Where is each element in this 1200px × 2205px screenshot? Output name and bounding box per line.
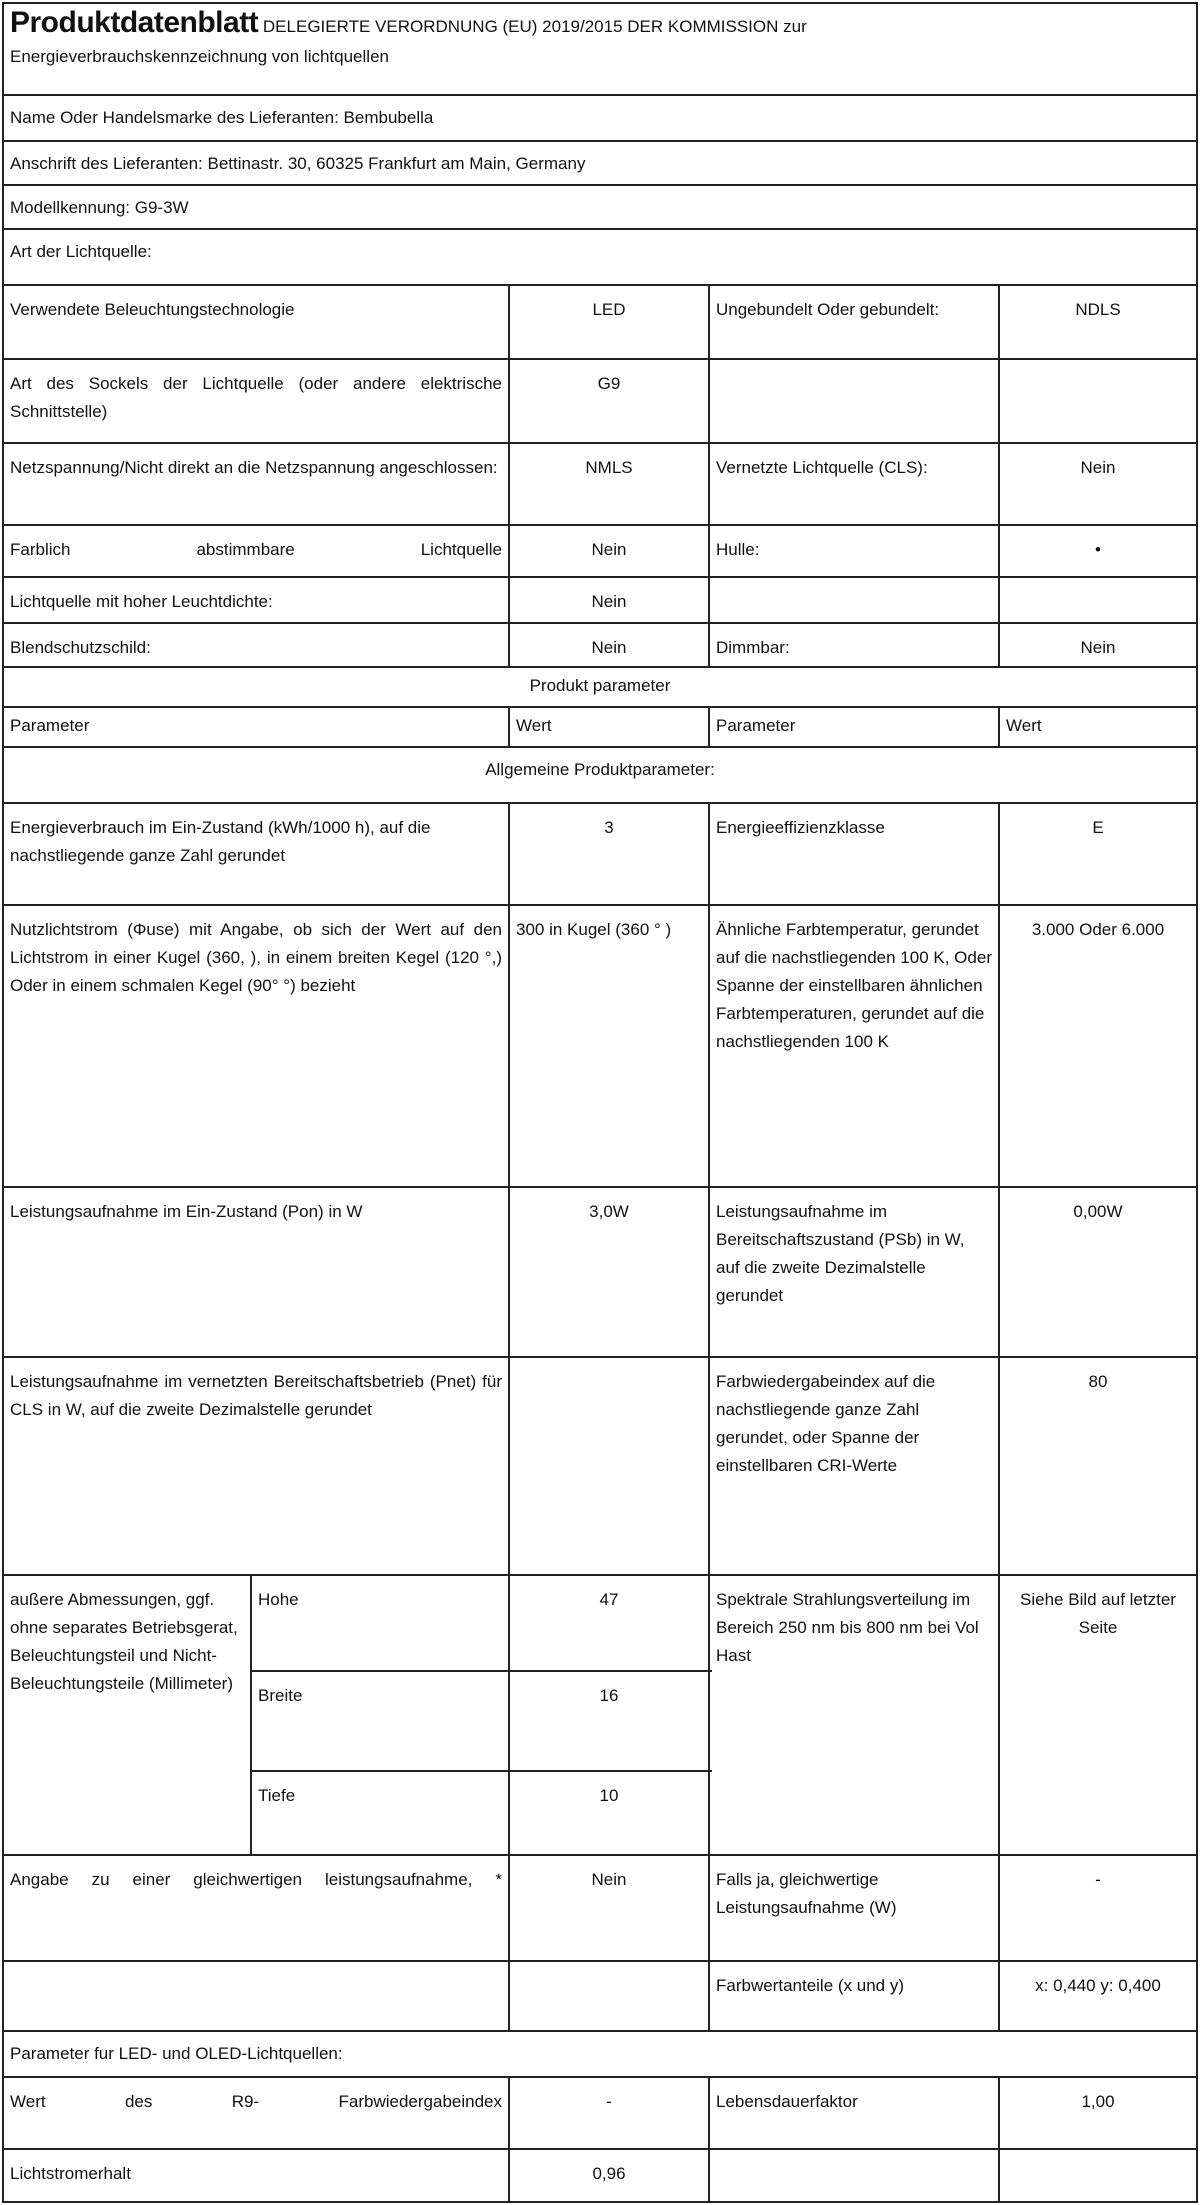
row-label: Falls ja, gleichwertige Leistungsaufnahme (W) [710, 1856, 1000, 1960]
column-header: Parameter [4, 708, 510, 746]
row-value: Nein [1080, 458, 1116, 477]
row-value: 0,00W [1073, 1202, 1123, 1221]
empty-cell [510, 1962, 710, 2030]
dimensions-label: außere Abmessungen, ggf. ohne separates Betriebsgerat, Beleuchtungsteil und Nicht-Beleuchtungsteile (Millimeter) [4, 1576, 252, 1854]
table-row [4, 578, 1196, 624]
regulation-subtitle-cont: Energieverbrauchskennzeichnung von lichtquellen [10, 47, 389, 66]
row-value [1000, 2150, 1196, 2201]
row-label: Leistungsaufnahme im vernetzten Bereitschaftsbetrieb (Pnet) für CLS in W, auf die zweite Dezimalstelle gerundet [4, 1358, 510, 1574]
table-row [4, 444, 1196, 526]
product-parameters-heading [4, 668, 1196, 708]
row-value: G9 [510, 360, 710, 442]
row-value: 80 [1088, 1372, 1108, 1391]
regulation-subtitle: DELEGIERTE VERORDNUNG (EU) 2019/2015 DER KOMMISSION zur [262, 17, 807, 36]
row-value [1000, 578, 1196, 622]
table-row [4, 1962, 1196, 2032]
light-source-type-row [4, 230, 1196, 286]
table-row [4, 1856, 1196, 1962]
row-label: Dimmbar: [710, 624, 1000, 666]
row-label: Farblich abstimmbare Lichtquelle [4, 526, 510, 576]
divider [252, 1670, 712, 1672]
row-value [510, 1358, 710, 1574]
row-value: - [510, 2078, 710, 2148]
row-value: • [1095, 540, 1101, 559]
row-label: Lebensdauerfaktor [710, 2078, 1000, 2148]
dimension-value: 16 [510, 1672, 710, 1772]
row-value: x: 0,440 y: 0,400 [1035, 1976, 1161, 1995]
row-label: Ungebundelt Oder gebundelt: [710, 286, 1000, 358]
table-row [4, 1358, 1196, 1576]
general-parameters-heading [4, 748, 1196, 804]
spectral-distribution-value: Siehe Bild auf letzter Seite [1020, 1590, 1176, 1637]
row-value: NDLS [1075, 300, 1121, 319]
dimension-value: 10 [510, 1772, 710, 1854]
row-value: - [1095, 1870, 1101, 1889]
divider [252, 1770, 712, 1772]
row-label: Ähnliche Farbtemperatur, gerundet auf die nachstliegenden 100 K, Oder Spanne der einstellbaren ähnlichen Farbtemperaturen, gerundet auf die nachstliegenden 100 K [710, 906, 1000, 1186]
table-row [4, 804, 1196, 906]
spectral-distribution-label: Spektrale Strahlungsverteilung im Bereich 250 nm bis 800 nm bei Vol Hast [710, 1576, 1000, 1854]
table-row [4, 624, 1196, 668]
row-value: 0,96 [510, 2150, 710, 2201]
dimension-name: Breite [252, 1672, 510, 1772]
table-row [4, 2078, 1196, 2150]
row-label: Vernetzte Lichtquelle (CLS): [710, 444, 1000, 524]
model-identifier: Modellkennung: G9-3W [10, 198, 189, 217]
dimensions-row [4, 1576, 1196, 1856]
row-value: 3.000 Oder 6.000 [1031, 920, 1165, 939]
row-value [1000, 360, 1196, 442]
row-label [710, 578, 1000, 622]
row-label: Energieverbrauch im Ein-Zustand (kWh/1000 h), auf die nachstliegende ganze Zahl gerundet [4, 804, 510, 904]
row-label [710, 2150, 1000, 2201]
row-label: Nutzlichtstrom (Φuse) mit Angabe, ob sich der Wert auf den Lichtstrom in einer Kugel (360, ), in einem breiten Kegel (120 °,) Oder in einem schmalen Kegel (90° °) bezieht [4, 906, 510, 1186]
row-value: LED [510, 286, 710, 358]
table-row [4, 360, 1196, 444]
row-label: Wert des R9- Farbwiedergabeindex [4, 2078, 510, 2148]
table-row [4, 286, 1196, 360]
row-label: Netzspannung/Nicht direkt an die Netzspannung angeschlossen: [4, 444, 510, 524]
led-parameters-heading [4, 2032, 1196, 2078]
supplier-name: Name Oder Handelsmarke des Lieferanten: Bembubella [10, 108, 434, 127]
column-header: Parameter [710, 708, 1000, 746]
product-data-sheet [2, 2, 1198, 2203]
model-row [4, 186, 1196, 230]
column-header: Wert [1006, 716, 1042, 735]
row-label: Farbwiedergabeindex auf die nachstliegende ganze Zahl gerundet, oder Spanne der einstellbaren CRI-Werte [710, 1358, 1000, 1574]
row-value: Nein [510, 526, 710, 576]
sheet-header [4, 4, 1196, 96]
supplier-name-row [4, 96, 1196, 142]
row-value: 3 [510, 804, 710, 904]
row-label: Lichtstromerhalt [4, 2150, 510, 2201]
column-header: Wert [510, 708, 710, 746]
supplier-address: Anschrift des Lieferanten: Bettinastr. 30, 60325 Frankfurt am Main, Germany [10, 154, 586, 173]
table-header [4, 708, 1196, 748]
row-value: Nein [1080, 638, 1116, 657]
section-title: Allgemeine Produktparameter: [485, 760, 715, 779]
row-label: Art des Sockels der Lichtquelle (oder andere elektrische Schnittstelle) [4, 360, 510, 442]
dimension-name: Tiefe [252, 1772, 510, 1854]
row-label [710, 360, 1000, 442]
row-value: 3,0W [510, 1188, 710, 1356]
row-label: Blendschutzschild: [4, 624, 510, 666]
row-value: 300 in Kugel (360 ° ) [510, 906, 710, 1186]
section-title: Produkt parameter [529, 676, 671, 695]
supplier-address-row [4, 142, 1196, 186]
row-value: NMLS [510, 444, 710, 524]
row-label: Angabe zu einer gleichwertigen leistungsaufnahme, * [4, 1856, 510, 1960]
row-label: Farbwertanteile (x und y) [710, 1962, 1000, 2030]
row-value: Nein [510, 578, 710, 622]
page-title: Produktdatenblatt [10, 6, 259, 39]
empty-cell [4, 1962, 510, 2030]
row-value: E [1092, 818, 1104, 837]
row-label: Energieeffizienzklasse [710, 804, 1000, 904]
row-value: 1,00 [1081, 2092, 1115, 2111]
row-label: Leistungsaufnahme im Ein-Zustand (Pon) in W [4, 1188, 510, 1356]
section-title: Parameter fur LED- und OLED-Lichtquellen: [10, 2044, 343, 2063]
table-row [4, 906, 1196, 1188]
row-label: Lichtquelle mit hoher Leuchtdichte: [4, 578, 510, 622]
row-label: Hulle: [710, 526, 1000, 576]
table-row [4, 1188, 1196, 1358]
row-value: Nein [510, 624, 710, 666]
table-row [4, 2150, 1196, 2201]
row-label: Verwendete Beleuchtungstechnologie [4, 286, 510, 358]
row-value: Nein [510, 1856, 710, 1960]
table-row [4, 526, 1196, 578]
dimension-name: Hohe [252, 1576, 510, 1672]
dimension-value: 47 [510, 1576, 710, 1672]
light-source-type-label: Art der Lichtquelle: [10, 242, 152, 261]
row-label: Leistungsaufnahme im Bereitschaftszustand (PSb) in W, auf die zweite Dezimalstelle gerundet [710, 1188, 1000, 1356]
